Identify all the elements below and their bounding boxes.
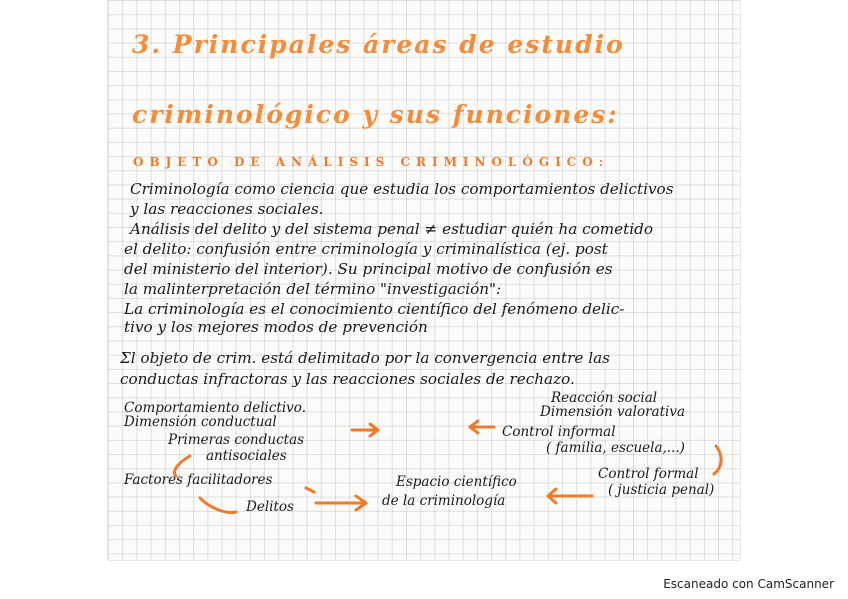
diagram-control-formal: Control formal: [598, 466, 699, 482]
diagram-control-formal: ( justicia penal): [608, 482, 715, 498]
paragraph1-line: tivo y los mejores modos de prevención: [124, 318, 428, 336]
paragraph2-line: conductas infractoras y las reacciones sociales de rechazo.: [120, 370, 575, 388]
arrow-curve-bottom: [200, 498, 236, 512]
diagram-primeras: antisociales: [206, 448, 287, 464]
arrow-curve-left: [175, 456, 190, 476]
arrow-left-top-right: [352, 424, 378, 436]
paragraph1-line: Análisis del delito y del sistema penal ≠ estudiar quién ha cometido: [130, 220, 653, 238]
arrow-formal-left: [548, 489, 592, 503]
paragraph1-line: La criminología es el conocimiento científico del fenómeno delic-: [124, 300, 625, 318]
diagram-control-informal: ( familia, escuela,...): [546, 440, 685, 456]
arrow-delitos-center: [316, 496, 366, 510]
diagram-right-top: Reacción social: [551, 390, 658, 406]
title-line-1: 3. Principales áreas de estudio: [132, 30, 625, 59]
diagram-left-top: Dimensión conductual: [124, 414, 277, 430]
diagram-factores: Factores facilitadores: [124, 472, 273, 488]
diagram-control-informal: Control informal: [502, 424, 616, 440]
paragraph1-line: Criminología como ciencia que estudia los comportamientos delictivos: [130, 180, 674, 198]
paragraph2-line: Σl objeto de crim. está delimitado por la convergencia entre las: [120, 349, 610, 367]
title-line-2: criminológico y sus funciones:: [132, 100, 619, 129]
diagram-center: Espacio científico: [396, 474, 517, 490]
diagram-left-top: Comportamiento delictivo.: [124, 400, 306, 416]
diagram-center: de la criminología: [382, 493, 506, 509]
paragraph1-line: del ministerio del interior). Su principal motivo de confusión es: [124, 260, 613, 278]
section-subtitle: OBJETO DE ANÁLISIS CRIMINOLÓGICO:: [133, 155, 610, 169]
paragraph1-line: el delito: confusión entre criminología y criminalística (ej. post: [124, 240, 608, 258]
diagram-right-top: Dimensión valorativa: [540, 404, 686, 420]
arrow-informal-left: [470, 421, 494, 433]
arrow-curve-right: [714, 446, 721, 474]
diagram-delitos: Delitos: [246, 499, 294, 515]
paragraph1-line: y las reacciones sociales.: [130, 200, 324, 218]
scanner-watermark: Escaneado con CamScanner: [663, 577, 834, 591]
diagram-primeras: Primeras conductas: [168, 432, 305, 448]
paragraph1-line: la malinterpretación del término "investigación":: [124, 280, 502, 298]
